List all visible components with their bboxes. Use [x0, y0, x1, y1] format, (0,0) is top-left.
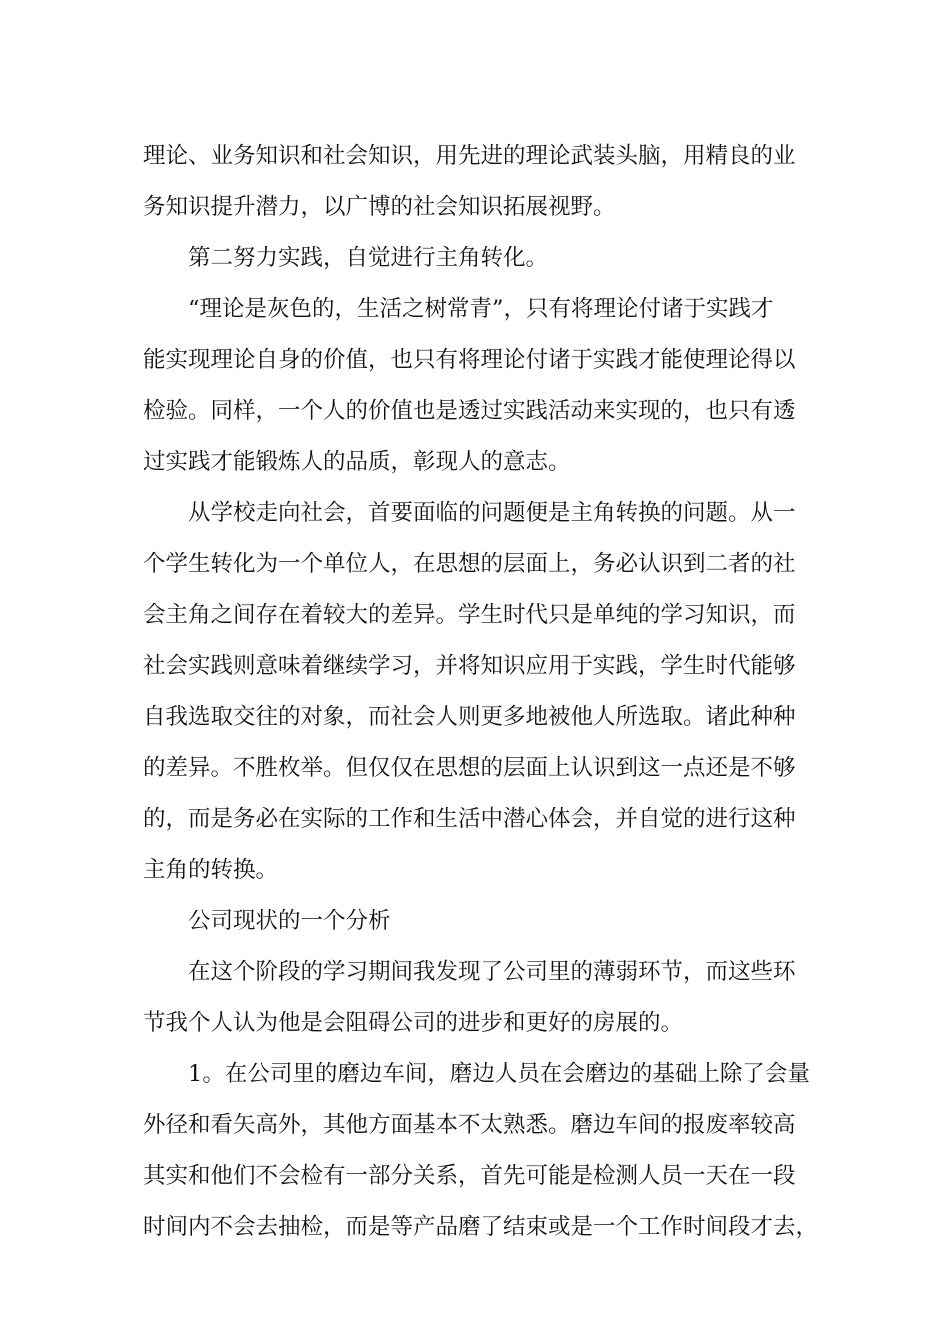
text-line: 主角的转换。	[143, 857, 279, 883]
paragraph-weak-links	[143, 947, 808, 1049]
paragraph-knowledge-continued	[143, 131, 808, 233]
text-line: 公司现状的一个分析	[188, 908, 391, 934]
text-line: 个学生转化为一个单位人，在思想的层面上，务必认识到二者的社	[143, 551, 796, 577]
text-line: 的，而是务必在实际的工作和生活中潜心体会，并自觉的进行这种	[143, 806, 796, 832]
text-line: 理论、业务知识和社会知识，用先进的理论武装头脑，用精良的业	[143, 143, 796, 169]
text-line: 过实践才能锻炼人的品质，彰现人的意志。	[143, 449, 571, 475]
text-line: 会主角之间存在着较大的差异。学生时代只是单纯的学习知识，而	[143, 602, 796, 628]
text-line: 时间内不会去抽检，而是等产品磨了结束或是一个工作时间段才去，	[143, 1214, 819, 1240]
paragraph-theory-practice	[143, 284, 808, 488]
text-line: 务知识提升潜力，以广博的社会知识拓展视野。	[143, 194, 616, 220]
text-line: 第二努力实践，自觉进行主角转化。	[188, 245, 549, 271]
paragraph-role-transition	[143, 488, 808, 896]
text-line: 从学校走向社会，首要面临的问题便是主角转换的问题。从一	[188, 500, 796, 526]
body-text	[143, 131, 819, 1253]
heading-company-analysis	[143, 896, 808, 947]
text-line: 能实现理论自身的价值，也只有将理论付诸于实践才能使理论得以	[143, 347, 796, 373]
text-line: 节我个人认为他是会阻碍公司的进步和更好的房展的。	[143, 1010, 684, 1036]
text-line: 其实和他们不会检有一部分关系，首先可能是检测人员一天在一段	[143, 1163, 796, 1189]
text-line: 检验。同样，一个人的价值也是透过实践活动来实现的，也只有透	[143, 398, 796, 424]
heading-second-practice	[143, 233, 808, 284]
text-line: “理论是灰色的，生活之树常青”，只有将理论付诸于实践才	[188, 296, 774, 322]
text-line: 社会实践则意味着继续学习，并将知识应用于实践，学生时代能够	[143, 653, 796, 679]
text-line: 外径和看矢高外，其他方面基本不太熟悉。磨边车间的报废率较高	[143, 1112, 796, 1138]
text-line: 1。在公司里的磨边车间，磨边人员在会磨边的基础上除了会量	[188, 1061, 810, 1087]
text-line: 在这个阶段的学习期间我发现了公司里的薄弱环节，而这些环	[188, 959, 796, 985]
paragraph-grinding-workshop	[143, 1049, 819, 1253]
text-line: 的差异。不胜枚举。但仅仅在思想的层面上认识到这一点还是不够	[143, 755, 796, 781]
text-line: 自我选取交往的对象，而社会人则更多地被他人所选取。诸此种种	[143, 704, 796, 730]
